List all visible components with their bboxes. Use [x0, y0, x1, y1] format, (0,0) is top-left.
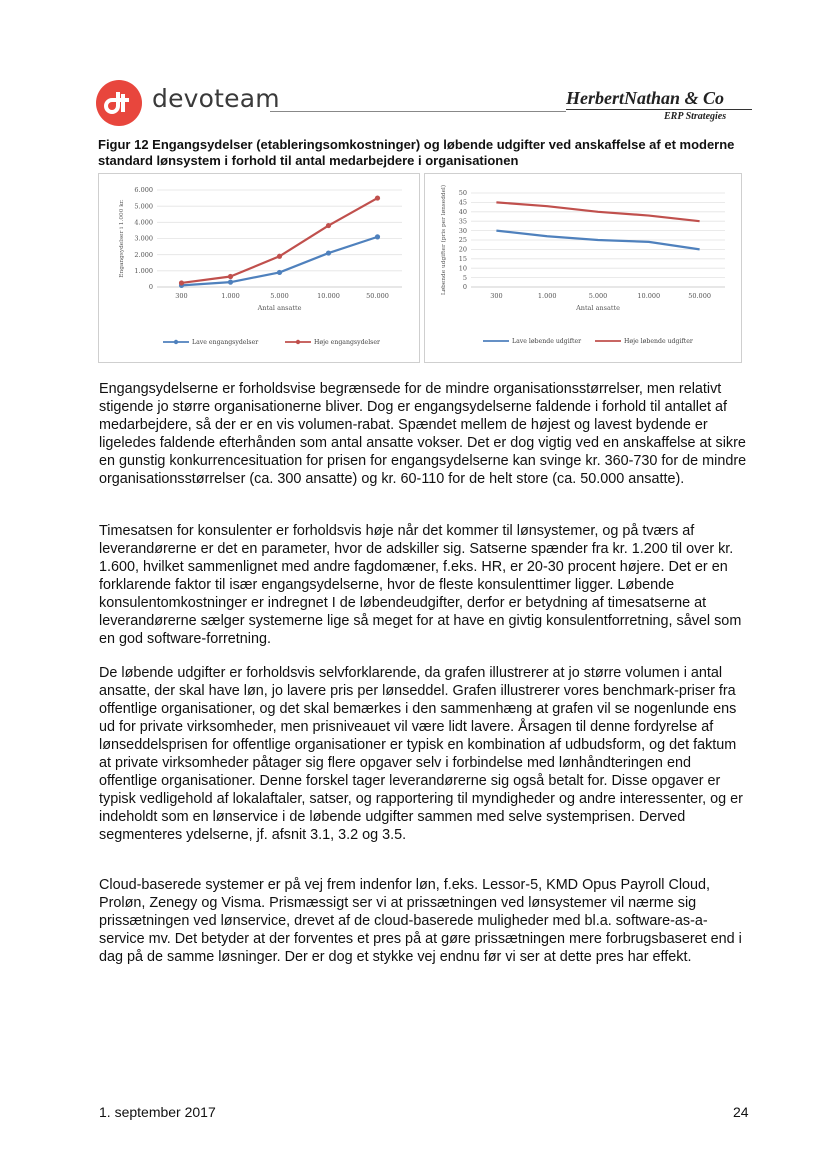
- data-point: [277, 270, 282, 275]
- y-tick-label: 10: [458, 264, 467, 273]
- y-tick-label: 2.000: [134, 250, 153, 259]
- x-tick-label: 50.000: [366, 292, 389, 300]
- y-tick-label: 25: [458, 236, 467, 245]
- data-point: [375, 195, 380, 200]
- y-axis-title: Engangsydelser i 1.000 kr.: [119, 199, 125, 278]
- chart-loebende-udgifter-svg: [425, 174, 741, 362]
- legend-label: Høje engangsydelser: [314, 339, 380, 347]
- legend-label: Høje løbende udgifter: [624, 338, 693, 346]
- x-tick-label: 300: [175, 292, 188, 300]
- data-point: [228, 274, 233, 279]
- legend-label: Lave løbende udgifter: [512, 338, 582, 346]
- x-axis-title: Antal ansatte: [257, 304, 302, 312]
- x-tick-label: 1.000: [537, 292, 557, 300]
- data-point: [277, 254, 282, 259]
- partner-logo-name: HerbertNathan & Co: [566, 88, 725, 108]
- x-tick-label: 10.000: [317, 292, 340, 300]
- y-axis-title: Løbende udgifter (pris per lønseddel): [441, 184, 447, 296]
- x-tick-label: 50.000: [688, 292, 711, 300]
- figure-caption: Figur 12 Engangsydelser (etableringsomkostninger) og løbende udgifter ved anskaffelse af et moderne standard lønsystem i forhold til antal medarbejdere i organisationen: [98, 137, 735, 168]
- y-tick-label: 0: [148, 283, 153, 292]
- header-rule: [270, 111, 566, 112]
- chart-engangsydelser-svg: [99, 174, 419, 362]
- paragraph-engangsydelser: Engangsydelserne er forholdsvise begrænsede for de mindre organisationsstørrelser, men relativt stigende jo større organisationerne bliver. Dog er engangsydelserne faldende i forhold til antallet af medarbejdere, så der er en vis volumen-rabat. Spændet mellem de højest og lavest bydende er ligeledes faldende efterhånden som antal ansatte vokser. Det er dog vigtig ved en anskaffelse at sikre en gunstig konkurrencesituation for prisen for engangsydelserne kan svinge kr. 360-730 for de mindre organisationsstørrelser (ca. 300 ansatte) og kr. 60-110 for de helt store (ca. 50.000 ansatte).: [99, 381, 747, 487]
- paragraph-cloud: Cloud-baserede systemer er på vej frem indenfor løn, f.eks. Lessor-5, KMD Opus Payroll Cloud, Proløn, Zenegy og Visma. Prismæssigt ser vi at prissætningen ved lønsystemer vil nærme sig prissætningen ved lønservice, drevet af de cloud-baserede muligheder med bl.a. software-as-a-service mv. Det betyder at der forventes et pres på at gøre prissætningen mere forbrugsbaseret end i dag på de samme løsninger. Der er dog et stykke vej endnu før vi ser at dette pres har effekt.: [99, 877, 742, 965]
- x-tick-label: 300: [490, 292, 503, 300]
- data-point: [326, 223, 331, 228]
- y-tick-label: 35: [458, 217, 467, 226]
- legend-marker: [296, 340, 300, 344]
- data-point: [228, 280, 233, 285]
- paragraph-loebende-udgifter: De løbende udgifter er forholdsvis selvforklarende, da grafen illustrerer at jo større volumen i antal ansatte, der skal have løn, jo lavere pris per lønseddel. Grafen illustrerer vores benchmark-priser fra offentlige organisationer, og det skal bemærkes i den sammenhæng at grafen vil se nogenlunde ens ud for private virksomheder, men prisniveauet vil være lidt lavere. Årsagen til denne fordyrelse af lønseddelsprisen for offentlige organisationer er typisk en kombination af udbudsform, og det faktum at private virksomheder påtager sig flere opgaver selv i forbindelse med lønhåndteringen end offentlige organisationer. Denne forskel tager leverandørerne sig også betalt for. Disse opgaver er typisk vedligehold af lokalaftaler, satser, og rapportering til myndigheder og andre interessenter, og er indeholdt som en lønservice i de løbende udgifter sammen med selve systemprisen. Derved segmenteres ydelserne, jf. afsnit 3.1, 3.2 og 3.5.: [99, 665, 743, 843]
- legend-label: Lave engangsydelser: [192, 339, 259, 347]
- data-point: [326, 250, 331, 255]
- x-tick-label: 1.000: [221, 292, 240, 300]
- data-point: [375, 234, 380, 239]
- data-point: [179, 280, 184, 285]
- chart-engangsydelser: [98, 173, 420, 363]
- y-tick-label: 15: [458, 255, 467, 263]
- y-tick-label: 40: [458, 208, 467, 216]
- devoteam-logo-mark: [96, 80, 142, 126]
- y-tick-label: 5.000: [134, 202, 153, 211]
- y-tick-label: 20: [458, 245, 467, 254]
- x-axis-title: Antal ansatte: [576, 304, 620, 312]
- y-tick-label: 50: [458, 189, 467, 198]
- y-tick-label: 30: [458, 226, 467, 235]
- x-tick-label: 5.000: [270, 292, 289, 300]
- footer-date: 1. september 2017: [99, 1104, 216, 1120]
- paragraph-timesatsen: Timesatsen for konsulenter er forholdsvis høje når det kommer til lønsystemer, og på tværs af leverandørerne er det en parameter, hvor de adskiller sig. Satserne spænder fra kr. 1.200 til over kr. 1.600, hvilket sammenlignet med andre fagdomæner, f.eks. HR, er 20-30 procent højere. Det er en forklarende faktor til især engangsydelserne, hvor de fleste konsulenttimer ligger. Løbende konsulentomkostninger er indregnet I de løbendeudgifter, derfor er betydning af timesatserne at leverandørerne sælger systemerne lige så meget for at have en givtig konsulentforretning, såvel som en god software-forretning.: [99, 523, 742, 647]
- y-tick-label: 5: [462, 273, 467, 282]
- x-tick-label: 5.000: [588, 292, 608, 300]
- y-tick-label: 6.000: [134, 186, 153, 195]
- y-tick-label: 4.000: [134, 218, 153, 227]
- y-tick-label: 1.000: [134, 267, 153, 276]
- devoteam-logo-text: devoteam: [152, 84, 280, 113]
- partner-logo-rule: [566, 109, 752, 110]
- legend-marker: [174, 340, 178, 344]
- page-number: 24: [733, 1104, 749, 1120]
- partner-logo-subtitle: ERP Strategies: [664, 111, 727, 122]
- chart-loebende-udgifter: [424, 173, 742, 363]
- y-tick-label: 45: [458, 198, 467, 207]
- y-tick-label: 0: [462, 283, 467, 292]
- x-tick-label: 10.000: [637, 292, 661, 300]
- y-tick-label: 3.000: [134, 234, 153, 243]
